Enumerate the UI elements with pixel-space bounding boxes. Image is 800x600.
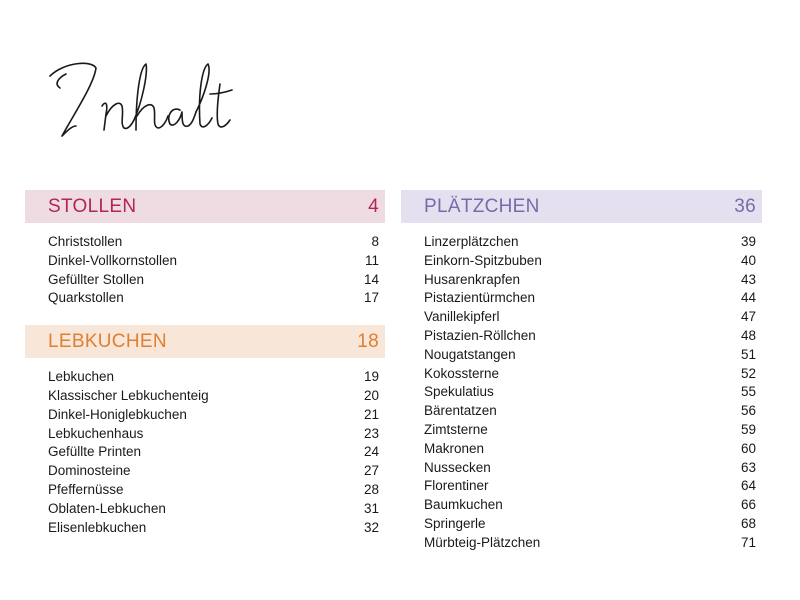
entry-page: 55 [740, 384, 756, 400]
entry-title: Florentiner [424, 478, 489, 494]
entry-title: Husarenkrapfen [424, 271, 521, 287]
entry-title: Lebkuchenhaus [48, 425, 144, 441]
entry-page: 63 [740, 459, 756, 475]
section-page: 18 [357, 330, 379, 352]
toc-entry [424, 459, 756, 478]
toc-entry [424, 252, 756, 271]
toc-entry [48, 443, 379, 462]
entry-page: 27 [363, 463, 379, 479]
toc-entry [424, 365, 756, 384]
entry-title: Linzerplätzchen [424, 234, 519, 249]
entry-title: Bärentatzen [424, 403, 497, 419]
inhalt-script-title [44, 54, 234, 144]
section-header-lebkuchen [25, 325, 385, 358]
entry-title: Gefüllte Printen [48, 444, 142, 460]
entry-title: Dinkel-Honiglebkuchen [48, 406, 187, 422]
toc-entry [424, 477, 756, 496]
page-title [44, 54, 234, 144]
entry-title: Pfeffernüsse [48, 481, 124, 497]
right-column [401, 190, 762, 553]
entry-page: 66 [740, 497, 756, 513]
entry-page: 31 [363, 500, 379, 516]
toc-entry [48, 368, 379, 387]
toc-entry [48, 500, 379, 519]
section-entries-lebkuchen [25, 358, 385, 537]
entry-page: 71 [740, 534, 756, 550]
entry-title: Elisenlebkuchen [48, 519, 147, 535]
toc-entry [48, 252, 379, 271]
entry-title: Quarkstollen [48, 290, 124, 306]
entry-title: Dinkel-Vollkornstollen [48, 252, 178, 268]
toc-entry [48, 406, 379, 425]
entry-title: Vanillekipferl [424, 309, 500, 325]
toc-entry [424, 289, 756, 308]
entry-title: Nussecken [424, 459, 491, 475]
entry-page: 20 [363, 387, 379, 403]
section-name: STOLLEN [48, 195, 137, 217]
toc-entry [424, 440, 756, 459]
toc-entry [48, 271, 379, 290]
section-entries-stollen [25, 223, 385, 308]
toc-entry [424, 383, 756, 402]
toc-entry [48, 481, 379, 500]
entry-title: Pistazien-Röllchen [424, 327, 536, 343]
entry-page: 28 [363, 481, 379, 497]
entry-page: 68 [740, 515, 756, 531]
toc-entry [424, 271, 756, 290]
entry-page: 39 [740, 234, 756, 249]
entry-page: 56 [740, 403, 756, 419]
toc-entry [424, 421, 756, 440]
section-page: 36 [734, 195, 756, 217]
toc-entry [424, 402, 756, 421]
toc-entry [48, 462, 379, 481]
entry-title: Gefüllter Stollen [48, 271, 145, 287]
entry-page: 59 [740, 421, 756, 437]
toc-entry [424, 515, 756, 534]
entry-title: Pistazientürmchen [424, 290, 536, 306]
entry-page: 64 [740, 478, 756, 494]
entry-title: Zimtsterne [424, 421, 488, 437]
entry-title: Baumkuchen [424, 497, 503, 513]
entry-title: Kokossterne [424, 365, 500, 381]
toc-entry [424, 327, 756, 346]
entry-page: 24 [363, 444, 379, 460]
toc-entry [48, 289, 379, 308]
entry-page: 21 [363, 406, 379, 422]
entry-page: 48 [740, 327, 756, 343]
entry-page: 17 [363, 290, 379, 306]
section-header-stollen [25, 190, 385, 223]
entry-page: 23 [363, 425, 379, 441]
entry-title: Lebkuchen [48, 369, 115, 385]
toc-entry [424, 233, 756, 252]
entry-page: 19 [363, 369, 379, 385]
section-name: PLÄTZCHEN [424, 195, 540, 217]
entry-page: 44 [740, 290, 756, 306]
entry-title: Springerle [424, 515, 486, 531]
entry-page: 43 [740, 271, 756, 287]
toc-entry [48, 387, 379, 406]
toc-entry [424, 346, 756, 365]
entry-title: Klassischer Lebkuchenteig [48, 387, 209, 403]
toc-entry [424, 496, 756, 515]
entry-title: Mürbteig-Plätzchen [424, 534, 541, 550]
entry-page: 51 [740, 346, 756, 362]
entry-title: Makronen [424, 440, 485, 456]
entry-title: Einkorn-Spitzbuben [424, 252, 542, 268]
entry-title: Spekulatius [424, 384, 494, 400]
toc-entry [48, 233, 379, 252]
toc-entry [48, 425, 379, 444]
entry-page: 8 [371, 234, 379, 249]
entry-page: 52 [740, 365, 756, 381]
entry-page: 40 [740, 252, 756, 268]
section-entries-plaetzchen [401, 223, 762, 553]
toc-entry [424, 534, 756, 553]
section-name: LEBKUCHEN [48, 330, 167, 352]
entry-title: Nougatstangen [424, 346, 516, 362]
entry-page: 11 [364, 252, 379, 268]
section-page: 4 [368, 195, 379, 217]
entry-title: Dominosteine [48, 463, 131, 479]
entry-title: Christstollen [48, 234, 123, 249]
entry-title: Oblaten-Lebkuchen [48, 500, 166, 516]
toc-entry [424, 308, 756, 327]
toc-entry [48, 519, 379, 538]
entry-page: 14 [363, 271, 379, 287]
entry-page: 47 [740, 309, 756, 325]
entry-page: 60 [740, 440, 756, 456]
section-header-plaetzchen [401, 190, 762, 223]
entry-page: 32 [363, 519, 379, 535]
left-column [25, 190, 385, 537]
